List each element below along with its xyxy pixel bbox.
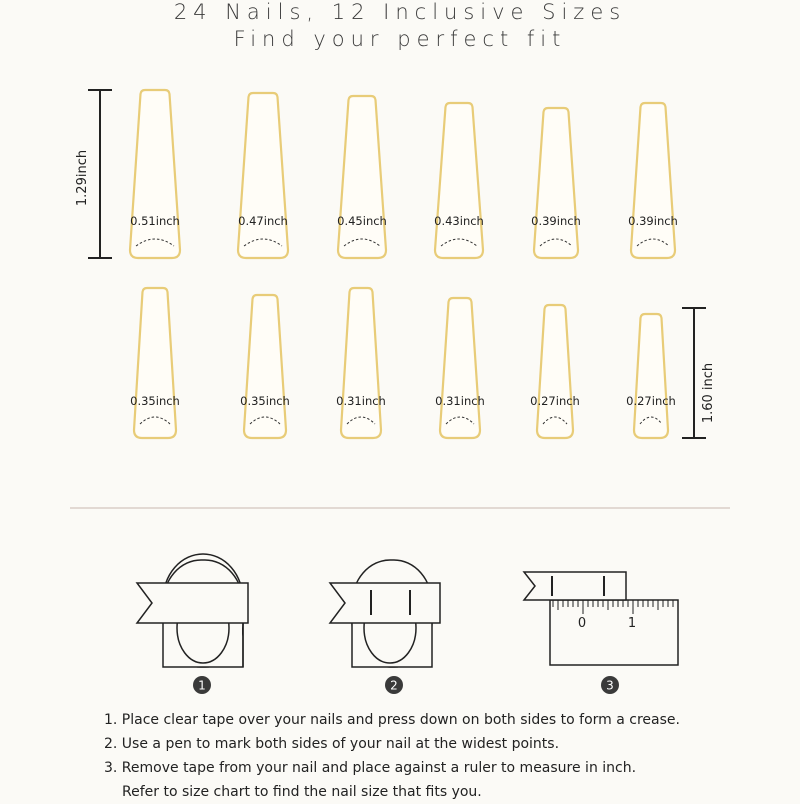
nail-row1 xyxy=(531,108,581,258)
instruction-step-3: 3. Remove tape from your nail and place against a ruler to measure in inch. xyxy=(104,760,637,776)
length-label-row1: 1.29inch xyxy=(75,149,90,207)
instructions xyxy=(104,708,784,804)
page-subtitle: Find your perfect fit xyxy=(233,27,567,51)
nail-row2 xyxy=(435,298,485,438)
instruction-note: Refer to size chart to find the nail size that fits you. xyxy=(122,784,482,800)
instruction-step-1: 1. Place clear tape over your nails and press down on both sides to form a crease. xyxy=(104,712,680,728)
nail-outline xyxy=(537,305,573,438)
nail-size-label: 0.35inch xyxy=(130,394,180,408)
nail-row1 xyxy=(434,103,484,258)
step-badge-2 xyxy=(385,676,403,694)
ruler-label-1: 1 xyxy=(627,616,637,631)
nail-size-label: 0.35inch xyxy=(240,394,290,408)
nail-size-label: 0.27inch xyxy=(626,394,676,408)
step2-illustration xyxy=(330,560,440,667)
nail-row2 xyxy=(530,305,580,438)
nail-outline xyxy=(244,295,286,438)
step-number-1: 1 xyxy=(198,678,206,693)
nail-size-label: 0.39inch xyxy=(628,214,678,228)
nail-size-label: 0.39inch xyxy=(531,214,581,228)
nail-row1 xyxy=(130,90,180,258)
nail-size-label: 0.31inch xyxy=(336,394,386,408)
nail-outline xyxy=(631,103,675,258)
nail-size-label: 0.31inch xyxy=(435,394,485,408)
nail-row1 xyxy=(337,96,387,258)
nail-outline xyxy=(634,314,668,438)
nail-size-label: 0.27inch xyxy=(530,394,580,408)
nail-size-label: 0.51inch xyxy=(130,214,180,228)
nail-outline xyxy=(338,96,386,258)
nails-layer xyxy=(130,90,678,438)
nail-row1 xyxy=(238,93,288,258)
nail-row2 xyxy=(130,288,180,438)
step3-illustration xyxy=(524,572,678,665)
nail-row2 xyxy=(336,288,386,438)
nail-row2 xyxy=(626,314,676,438)
nail-size-label: 0.47inch xyxy=(238,214,288,228)
nail-outline xyxy=(534,108,578,258)
nail-size-label: 0.45inch xyxy=(337,214,387,228)
nail-outline xyxy=(435,103,483,258)
nail-outline xyxy=(341,288,381,438)
nail-outline xyxy=(238,93,288,258)
instruction-step-2: 2. Use a pen to mark both sides of your nail at the widest points. xyxy=(104,736,560,752)
step-number-3: 3 xyxy=(606,678,614,693)
step-number-2: 2 xyxy=(390,678,398,693)
page-title: 24 Nails, 12 Inclusive Sizes xyxy=(173,0,627,24)
length-label-row2: 1.60 inch xyxy=(701,362,716,424)
step-badge-3 xyxy=(601,676,619,694)
nail-row1 xyxy=(628,103,678,258)
nail-outline xyxy=(130,90,180,258)
nail-size-label: 0.43inch xyxy=(434,214,484,228)
step-badge-1 xyxy=(193,676,211,694)
nail-row2 xyxy=(240,295,290,438)
step1-illustration xyxy=(137,554,248,667)
length-bracket-row1 xyxy=(88,90,112,258)
nail-outline xyxy=(134,288,176,438)
ruler-label-0: 0 xyxy=(577,616,587,631)
